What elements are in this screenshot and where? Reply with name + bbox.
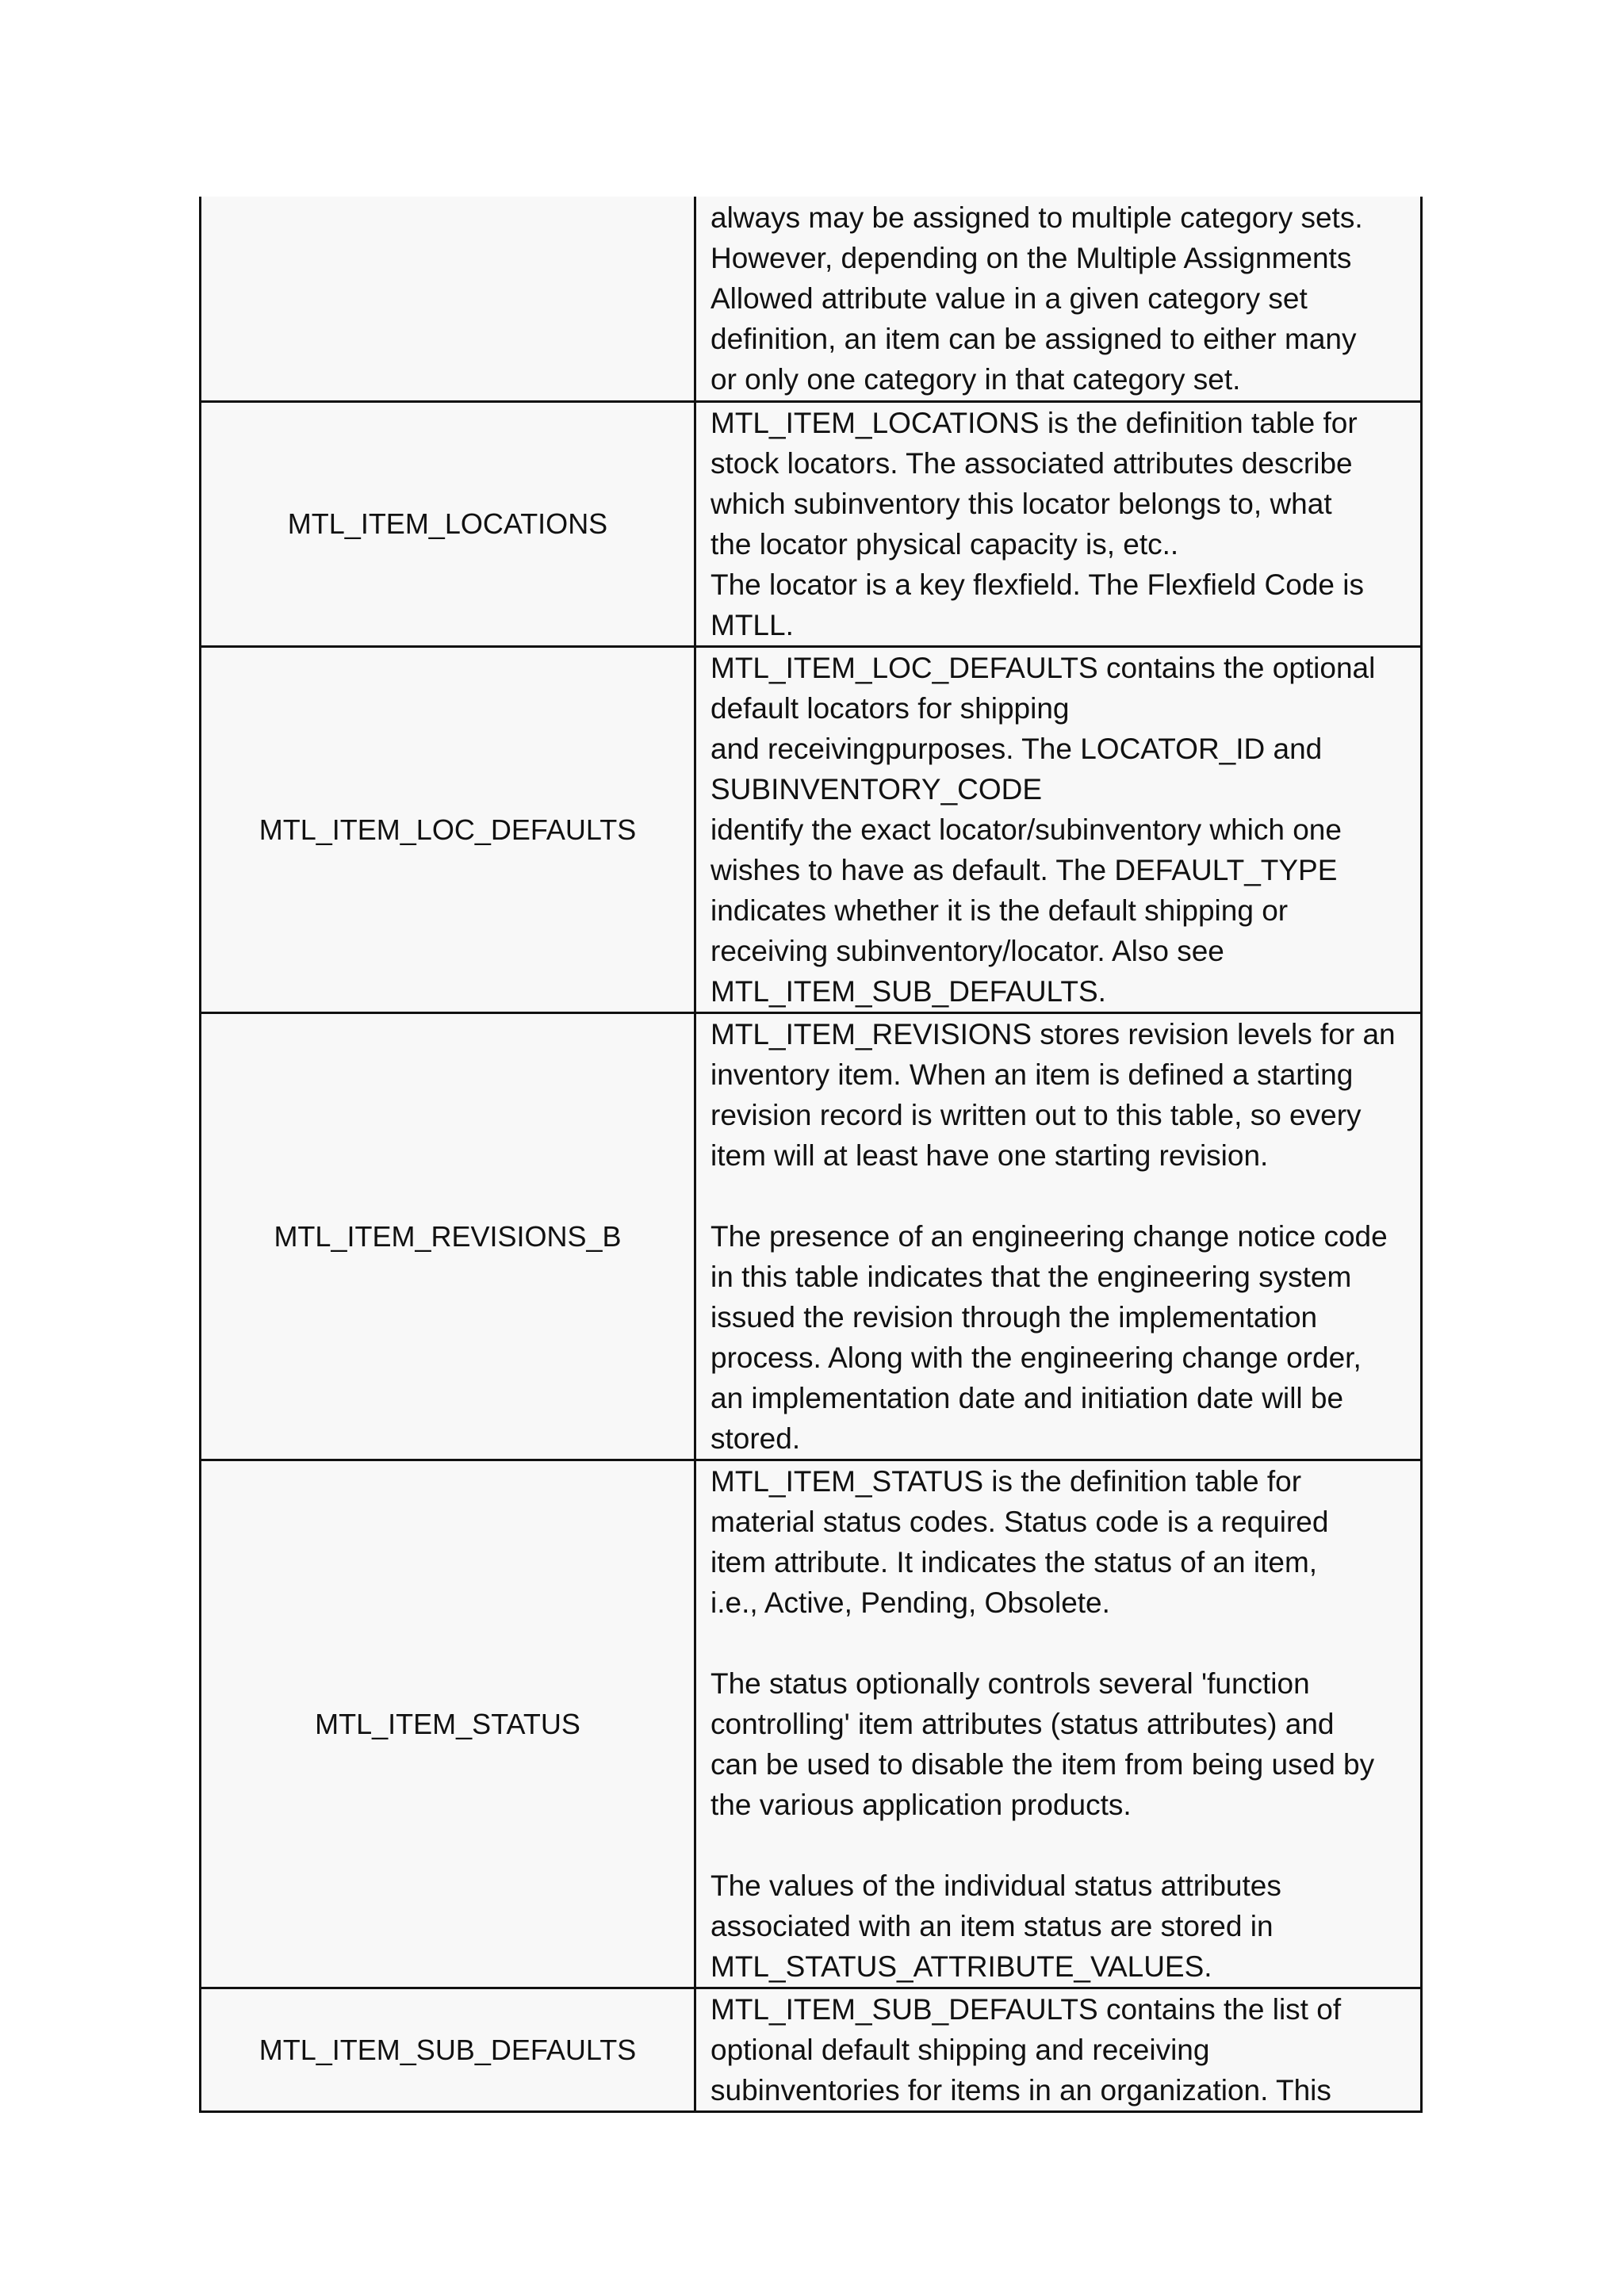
table-description-cell — [695, 401, 1422, 646]
description-paragraph: MTL_ITEM_STATUS is the definition table for material status codes. Status code is a required item attribute. It indicates the status of an item, i.e., Active, Pending, Obsolete. — [710, 1464, 1329, 1619]
table-description-cell — [695, 197, 1422, 401]
table-row — [201, 646, 1422, 1012]
description-paragraph: MTL_ITEM_SUB_DEFAULTS contains the list of optional default shipping and receiving subinventories for items in an organization. This — [710, 1992, 1342, 2107]
description-paragraph: The presence of an engineering change notice code in this table indicates that the engineering system issued the revision through the implementation process. Along with the engineering change order, an implementation date and initiation date will be stored. — [710, 1219, 1388, 1455]
table-row — [201, 401, 1422, 646]
table-name-cell: MTL_ITEM_STATUS — [201, 1460, 695, 1988]
description-paragraph: MTL_ITEM_LOC_DEFAULTS contains the optional default locators for shipping and receivingpurposes. The LOCATOR_ID and SUBINVENTORY_CODE identify the exact locator/subinventory which one wishes to have as default. The DEFAULT_TYPE indicates whether it is the default shipping or receiving subinventory/locator. Also see MTL_ITEM_SUB_DEFAULTS. — [710, 651, 1376, 1008]
table-description-cell — [695, 1988, 1422, 2111]
description-paragraph: MTL_ITEM_REVISIONS stores revision levels for an inventory item. When an item is defined a starting revision record is written out to this table, so every item will at least have one starting revision. — [710, 1017, 1396, 1172]
table-row — [201, 197, 1422, 401]
table-description-cell — [695, 1012, 1422, 1460]
table-row — [201, 1988, 1422, 2111]
table-name-cell — [201, 197, 695, 401]
table-description-cell — [695, 1460, 1422, 1988]
table-definitions-table — [199, 197, 1423, 2113]
description-paragraph: MTL_ITEM_LOCATIONS is the definition table for stock locators. The associated attributes describe which subinventory this locator belongs to, what the locator physical capacity is, etc.. The locator is a key flexfield. The Flexfield Code is MTLL. — [710, 406, 1364, 641]
table-name-cell: MTL_ITEM_LOC_DEFAULTS — [201, 646, 695, 1012]
table-name-cell: MTL_ITEM_SUB_DEFAULTS — [201, 1988, 695, 2111]
table-row — [201, 1460, 1422, 1988]
table-description-cell — [695, 646, 1422, 1012]
description-paragraph: always may be assigned to multiple category sets. However, depending on the Multiple Assignments Allowed attribute value in a given category set definition, an item can be assigned to either many or only one category in that category set. — [710, 201, 1363, 396]
description-paragraph: The values of the individual status attributes associated with an item status are stored in MTL_STATUS_ATTRIBUTE_VALUES. — [710, 1869, 1281, 1983]
table-row — [201, 1012, 1422, 1460]
table-name-cell: MTL_ITEM_REVISIONS_B — [201, 1012, 695, 1460]
table-name-cell: MTL_ITEM_LOCATIONS — [201, 401, 695, 646]
description-paragraph: The status optionally controls several 'function controlling' item attributes (status attributes) and can be used to disable the item from being used by the various application products. — [710, 1667, 1375, 1821]
